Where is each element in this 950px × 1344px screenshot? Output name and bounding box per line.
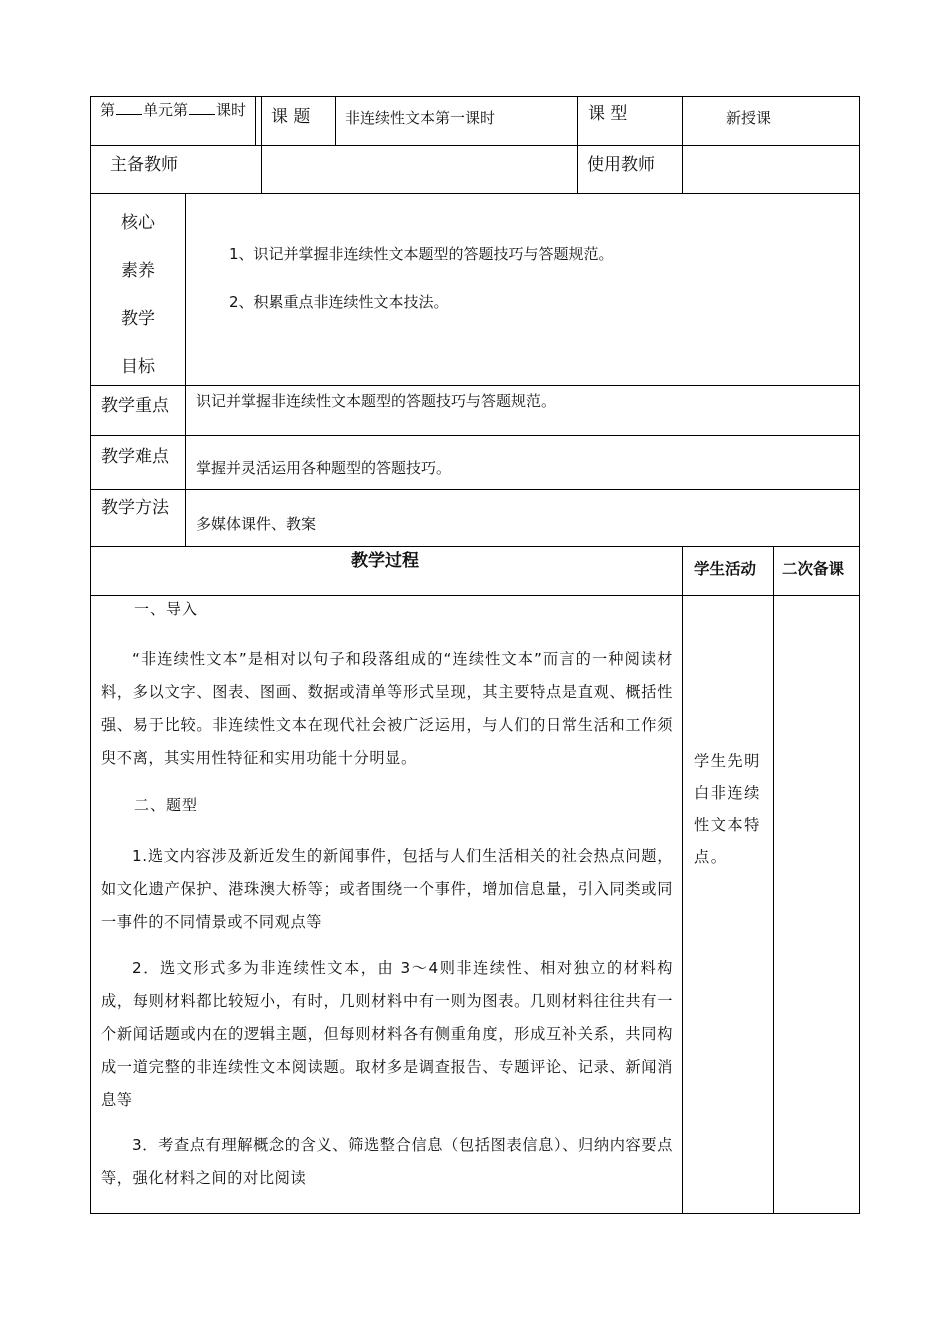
key-point-label: 教学重点 bbox=[101, 396, 169, 416]
type-item-3-text: 3．考查点有理解概念的含义、筛选整合信息（包括图表信息）、归纳内容要点等，强化材料之间的对比阅读 bbox=[101, 1136, 673, 1187]
unit-suffix: 课时 bbox=[216, 101, 247, 119]
col-divider bbox=[185, 193, 186, 546]
core-label-2: 素养 bbox=[121, 261, 155, 281]
col-divider bbox=[335, 96, 336, 146]
use-teacher-label: 使用教师 bbox=[587, 155, 655, 175]
type-item-2-text: 2．选文形式多为非连续性文本，由 3～4则非连续性、相对独立的材料构成，每则材料都比较短小，有时，几则材料中有一则为图表。几则材料往往共有一个新闻话题或内在的逻辑主题，但每则材料各有侧重角度，形成互补关系，共同构成一道完整的非连续性文本阅读题。取材多是调查报告、专题评论、记录、新闻消息等 bbox=[101, 959, 673, 1109]
col-divider bbox=[577, 96, 578, 193]
type-item-2 bbox=[101, 952, 673, 1117]
student-activity-header: 学生活动 bbox=[694, 560, 757, 578]
method-label: 教学方法 bbox=[101, 498, 169, 518]
second-prep-header: 二次备课 bbox=[782, 560, 845, 578]
table-border-top bbox=[90, 96, 860, 97]
col-divider bbox=[682, 96, 683, 193]
table-border-right bbox=[859, 96, 860, 1214]
core-goals-label bbox=[121, 199, 157, 391]
table-border-left bbox=[90, 96, 91, 1214]
row-divider bbox=[90, 546, 860, 547]
main-teacher-label: 主备教师 bbox=[110, 155, 178, 175]
blank-line bbox=[116, 100, 142, 115]
type-value: 新授课 bbox=[726, 109, 772, 127]
type-item-1 bbox=[101, 840, 673, 939]
process-header: 教学过程 bbox=[351, 551, 419, 571]
unit-prefix: 第 bbox=[100, 101, 116, 119]
col-divider bbox=[682, 546, 683, 1214]
core-goal-2: 2、积累重点非连续性文本技法。 bbox=[229, 293, 449, 311]
key-point-value: 识记并掌握非连续性文本题型的答题技巧与答题规范。 bbox=[196, 392, 557, 410]
row-divider bbox=[90, 489, 860, 490]
type-item-1-text: 1.选文内容涉及新近发生的新闻事件，包括与人们生活相关的社会热点问题，如文化遗产保护、港珠澳大桥等；或者围绕一个事件，增加信息量，引入同类或同一事件的不同情景或不同观点等 bbox=[101, 847, 673, 931]
types-title: 二、题型 bbox=[134, 796, 199, 814]
blank-line bbox=[189, 100, 215, 115]
unit-lesson-label bbox=[100, 100, 246, 120]
intro-paragraph bbox=[101, 643, 673, 775]
type-item-3 bbox=[101, 1129, 673, 1195]
row-divider bbox=[90, 435, 860, 436]
difficulty-label: 教学难点 bbox=[101, 447, 169, 467]
row-divider bbox=[90, 385, 860, 386]
core-label-3: 教学 bbox=[121, 309, 155, 329]
col-divider bbox=[773, 546, 774, 1214]
topic-value: 非连续性文本第一课时 bbox=[345, 109, 496, 127]
method-value: 多媒体课件、教案 bbox=[196, 515, 317, 533]
table-border-bottom bbox=[90, 1213, 860, 1214]
row-divider bbox=[90, 145, 860, 146]
core-label-1: 核心 bbox=[121, 213, 155, 233]
row-divider bbox=[90, 193, 860, 194]
col-divider bbox=[255, 96, 256, 146]
type-label: 课 型 bbox=[588, 104, 628, 124]
intro-title: 一、导入 bbox=[134, 600, 199, 618]
student-activity-text: 学生先明白非连续性文本特点。 bbox=[694, 752, 761, 866]
row-divider bbox=[90, 595, 860, 596]
topic-label: 课 题 bbox=[271, 107, 311, 127]
intro-text: “非连续性文本”是相对以句子和段落组成的“连续性文本”而言的一种阅读材料，多以文字、图表、图画、数据或清单等形式呈现，其主要特点是直观、概括性强、易于比较。非连续性文本在现代社会被广泛运用，与人们的日常生活和工作须臾不离，其实用性特征和实用功能十分明显。 bbox=[101, 650, 673, 767]
unit-middle: 单元第 bbox=[143, 101, 189, 119]
difficulty-value: 掌握并灵活运用各种题型的答题技巧。 bbox=[196, 459, 452, 477]
core-label-4: 目标 bbox=[121, 357, 155, 377]
col-divider bbox=[261, 96, 262, 193]
core-goal-1: 1、识记并掌握非连续性文本题型的答题技巧与答题规范。 bbox=[229, 245, 614, 263]
